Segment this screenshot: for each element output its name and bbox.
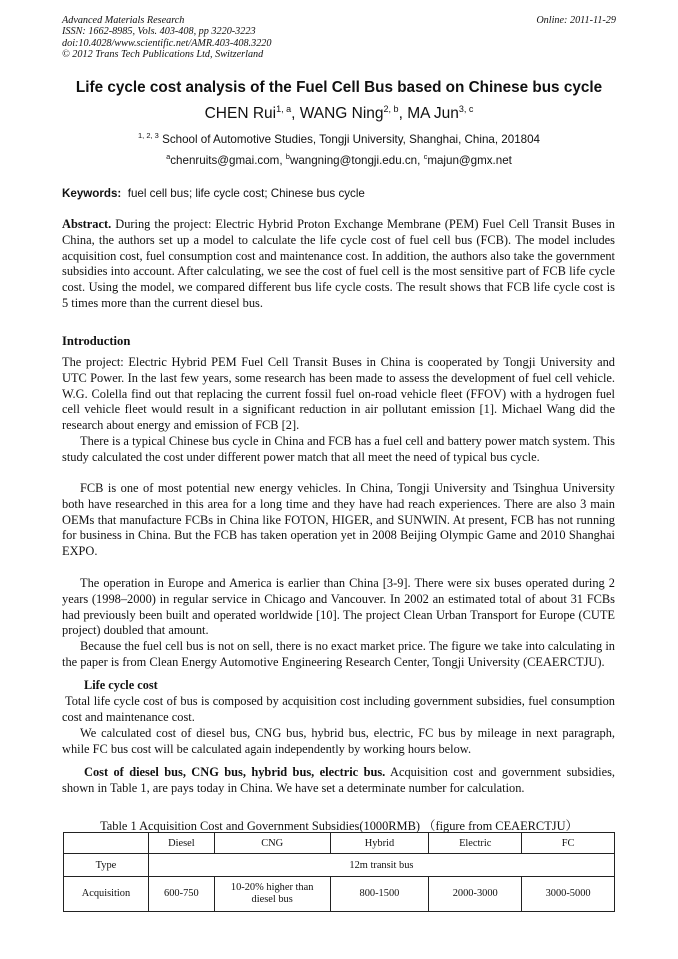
lcc-paragraph-1 — [62, 694, 615, 726]
journal-name: Advanced Materials Research — [62, 15, 185, 26]
keywords-label: Keywords: — [62, 187, 122, 200]
lcc-paragraph-2 — [62, 726, 615, 758]
table-header-row — [64, 833, 615, 854]
email-link[interactable]: majun@gmx.net — [427, 153, 512, 167]
email-sup: b — [285, 152, 290, 161]
email-list: $^a$chenruits@gmai.com, $^b$wangning@tongji.edu.cn, $^c$majun@gmx.net — [166, 152, 512, 167]
table-row — [64, 877, 615, 912]
table-header-cell — [64, 833, 149, 854]
acquisition-cost-table — [63, 832, 615, 912]
abstract — [62, 217, 615, 312]
author-name: WANG Ning — [299, 105, 384, 123]
cost-section-heading: Cost of diesel bus, CNG bus, hybrid bus, electric bus. — [84, 765, 386, 779]
table-row — [64, 854, 615, 877]
table-row-label: Type — [64, 854, 149, 877]
paragraph-text: Acquisition cost and government subsidies, shown in Table 1, are pays today in China. We have set a determinate number for calculation. — [62, 765, 615, 795]
lcc-heading: Life cycle cost — [84, 678, 158, 692]
table-cell: 600-750 — [148, 877, 214, 912]
paper-title: Life cycle cost analysis of the Fuel Cell Bus based on Chinese bus cycle — [75, 79, 603, 96]
intro-paragraph-4 — [62, 576, 615, 639]
keywords-text: fuel cell bus; life cycle cost; Chinese bus cycle — [127, 187, 365, 200]
email-link[interactable]: wangning@tongji.edu.cn — [289, 153, 418, 167]
table-header-cell: Hybrid — [330, 833, 429, 854]
abstract-label: Abstract. — [62, 217, 112, 231]
cost-paragraph — [62, 765, 615, 797]
author-name: CHEN Rui — [204, 105, 277, 123]
online-date: Online: 2011-11-29 — [536, 15, 616, 26]
affiliation-sup: 1, 2, 3 — [138, 131, 159, 140]
intro-paragraph-3 — [62, 481, 615, 560]
paragraph-text: The operation in Europe and America is earlier than China [3-9]. There were six buses operated during 2 years (1998–2000) in regular service in Chicago and Vancouver. In 2002 an estimated total of about 31 FCBs had previously been built and operated worldwide [10]. The project Clean Urban Transport for Europe (CUTE project) doubled that amount. — [62, 576, 615, 638]
paragraph-text: Because the fuel cell bus is not on sell, there is no exact market price. The figure we take into calculating in the paper is from Clean Energy Automotive Engineering Research Center, Tongji University (CEAERCTJU). — [62, 639, 615, 669]
paragraph-text: There is a typical Chinese bus cycle in China and FCB has a fuel cell and battery power match system. This study calculated the cost under different power match that all meet the need of typical bus cycle. — [62, 434, 615, 464]
abstract-text: During the project: Electric Hybrid Proton Exchange Membrane (PEM) Fuel Cell Transit Buses in China, the authors set up a model to calculate the life cycle cost of fuel cell bus (FCB). The model includes acquisition cost, fuel consumption cost and maintenance cost. In addition, the authors also take the government subsidies into account. After calculating, we see the cost of fuel cell is the most sensitive part of FCB life cycle cost. Using the model, we compared different bus life cycle costs. The result shows that FCB life cycle cost is 5 times more than the current diesel bus. — [62, 217, 615, 310]
author-list: CHEN Rui$^{1, a}$, WANG Ning$^{2, b}$, MA Jun$^{3, c}$ — [204, 104, 474, 123]
table-header-cell: CNG — [214, 833, 330, 854]
intro-paragraph-1: The project: Electric Hybrid PEM Fuel Cell Transit Buses in China is cooperated by Tongji University and UTC Power. In the last few years, some research has been made to assess the development of fuel cell vehicle. W.G. Colella find out that replacing the current fossil fuel on-road vehicle fleet (FFOV) with a hydrogen fuel cell vehicle fleet would result in a significant reduction in air pollutant emission [1]. Michael Wang did the research about energy and emission of FCB [2]. — [62, 355, 615, 433]
author-name: MA Jun — [407, 105, 459, 123]
affiliation — [0, 131, 678, 146]
paragraph-text: Total life cycle cost of bus is composed by acquisition cost including government subsidies, fuel consumption cost and maintenance cost. — [62, 694, 615, 724]
email-link[interactable]: chenruits@gmai.com — [170, 153, 280, 167]
table-cell: 800-1500 — [330, 877, 429, 912]
paragraph-text: FCB is one of most potential new energy vehicles. In China, Tongji University and Tsinghua University both have researched in this area for a long time and they have had reach experiences. There are also 3 main OEMs that manufacture FCBs in China like FOTON, HIGER, and SUNWIN. At present, FCB has not running for business in China. But the FCB has taken operation yet in 2008 Beijing Olympic Game and 2010 Shanghai EXPO. — [62, 481, 615, 559]
intro-paragraph-2 — [62, 434, 615, 466]
email-sup: a — [166, 152, 171, 161]
intro-paragraph-5 — [62, 639, 615, 671]
table-cell: 10-20% higher than diesel bus — [214, 877, 330, 912]
doi-line: doi:10.4028/www.scientific.net/AMR.403-408.3220 — [62, 37, 272, 49]
table-row-label: Acquisition — [64, 877, 149, 912]
table-caption: Table 1 Acquisition Cost and Government Subsidies(1000RMB) （figure from CEAERCTJU） — [100, 819, 578, 833]
author-sup: 3, c — [458, 104, 474, 114]
table-cell: 2000-3000 — [429, 877, 522, 912]
journal-meta — [62, 15, 271, 61]
table-header-cell: Electric — [429, 833, 522, 854]
copyright-line: © 2012 Trans Tech Publications Ltd, Switzerland — [62, 49, 264, 61]
affiliation-text: School of Automotive Studies, Tongji University, Shanghai, China, 201804 — [162, 132, 540, 146]
author-sup: 2, b — [383, 104, 399, 114]
table-header-cell: FC — [522, 833, 615, 854]
email-sup: c — [423, 152, 428, 161]
issn-line: ISSN: 1662-8985, Vols. 403-408, pp 3220-3223 — [62, 26, 256, 38]
table-header-cell: Diesel — [148, 833, 214, 854]
keywords — [62, 187, 365, 200]
table-cell: 3000-5000 — [522, 877, 615, 912]
paragraph-text: We calculated cost of diesel bus, CNG bus, hybrid bus, electric, FC bus by mileage in next paragraph, while FC bus cost will be calculated again independently by working hours below. — [62, 726, 615, 756]
table-cell: 12m transit bus — [148, 854, 614, 877]
author-sup: 1, a — [276, 104, 292, 114]
introduction-heading: Introduction — [62, 334, 131, 348]
